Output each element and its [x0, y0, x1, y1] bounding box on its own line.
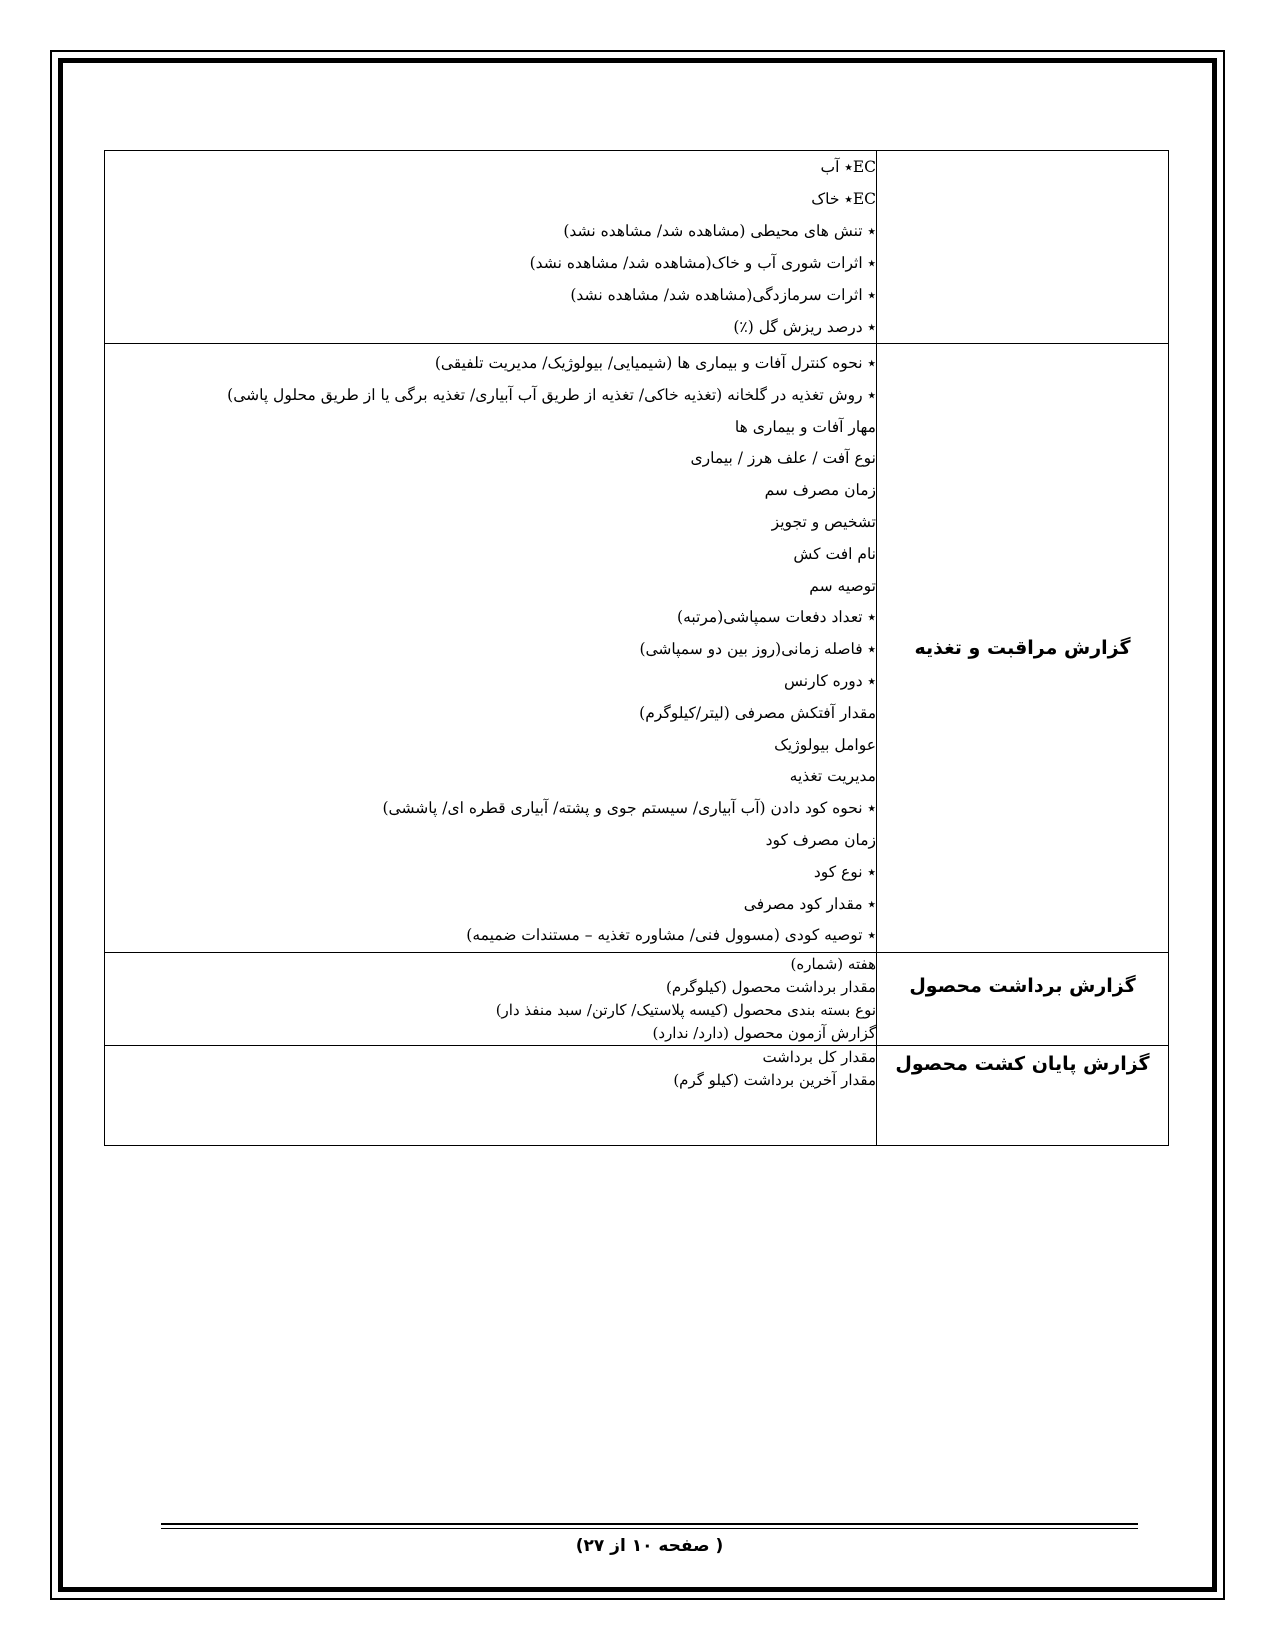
- list-item: زمان مصرف کود: [765, 830, 876, 849]
- list-item: ٭ تنش های محیطی (مشاهده شد/ مشاهده نشد): [563, 222, 876, 240]
- table-row-care-nutrition: [105, 344, 1169, 953]
- list-item: مدیریت تغذیه: [789, 767, 876, 786]
- table-row-end-of-cultivation: [105, 1046, 1169, 1146]
- list-item: ٭ فاصله زمانی(روز بین دو سمپاشی): [639, 640, 876, 659]
- list-item: توصیه سم: [809, 576, 876, 595]
- list-item: مقدار کل برداشت: [762, 1048, 876, 1067]
- list-item: ٭ مقدار کود مصرفی: [743, 894, 876, 913]
- list-item: مقدار آخرین برداشت (کیلو گرم): [673, 1071, 876, 1090]
- list-item: ٭ روش تغذیه در گلخانه (تغذیه خاکی/ تغذیه از طریق آب آبیاری/ تغذیه برگی یا از طریق محلول پاشی): [227, 385, 876, 404]
- footer-divider-thin: [161, 1528, 1138, 1529]
- row-label-end-of-cultivation: گزارش پایان کشت محصول: [877, 1046, 1169, 1146]
- list-item: ٭ درصد ریزش گل (٪): [733, 318, 876, 336]
- list-item: ٭ نحوه کنترل آفات و بیماری ها (شیمیایی/ بیولوژیک/ مدیریت تلفیقی): [434, 354, 876, 372]
- list-item: هفته (شماره): [790, 955, 876, 974]
- row-label-harvest: گزارش برداشت محصول: [877, 953, 1169, 1046]
- list-item: EC٭ خاک: [811, 190, 876, 208]
- list-item: نوع آفت / علف هرز / بیماری: [690, 449, 876, 468]
- table-row-harvest: [105, 953, 1169, 1046]
- list-item: مقدار آفتکش مصرفی (لیتر/کیلوگرم): [639, 703, 876, 722]
- list-item: ٭ نوع کود: [813, 862, 876, 881]
- row-content-harvest: [105, 953, 877, 1046]
- row-label-environment: [877, 151, 1169, 344]
- list-item: ٭ اثرات سرمازدگی(مشاهده شد/ مشاهده نشد): [570, 286, 876, 304]
- list-item: ٭ اثرات شوری آب و خاک(مشاهده شد/ مشاهده نشد): [529, 254, 876, 272]
- list-item: نوع بسته بندی محصول (کیسه پلاستیک/ کارتن/ سبد منفذ دار): [495, 1001, 876, 1020]
- report-table: [104, 150, 1169, 1146]
- list-item: نام افت کش: [793, 544, 876, 563]
- list-item: ٭ نحوه کود دادن (آب آبیاری/ سیستم جوی و پشته/ آبیاری قطره ای/ پاششی): [382, 799, 876, 818]
- footer-divider: [161, 1523, 1138, 1525]
- list-item: گزارش آزمون محصول (دارد/ ندارد): [652, 1024, 876, 1043]
- row-content-environment: [105, 151, 877, 344]
- list-item: ٭ توصیه کودی (مسوول فنی/ مشاوره تغذیه – مستندات ضمیمه): [466, 926, 876, 945]
- list-item: زمان مصرف سم: [764, 481, 876, 500]
- row-content-care-nutrition: [105, 344, 877, 953]
- table-row-environment: [105, 151, 1169, 344]
- page-number: ( صفحه ۱۰ از ۲۷): [575, 1536, 724, 1556]
- list-item: تشخیص و تجویز: [771, 512, 876, 531]
- list-item: EC٭ آب: [820, 158, 876, 176]
- list-item: مقدار برداشت محصول (کیلوگرم): [666, 978, 876, 997]
- list-item: ٭ تعداد دفعات سمپاشی(مرتبه): [677, 608, 876, 627]
- list-item: عوامل بیولوژیک: [774, 735, 876, 754]
- row-content-end-of-cultivation: [105, 1046, 877, 1146]
- list-item: ٭ دوره کارنس: [784, 671, 876, 690]
- row-label-care-nutrition: گزارش مراقبت و تغذیه: [877, 344, 1169, 953]
- list-item: مهار آفات و بیماری ها: [734, 417, 876, 436]
